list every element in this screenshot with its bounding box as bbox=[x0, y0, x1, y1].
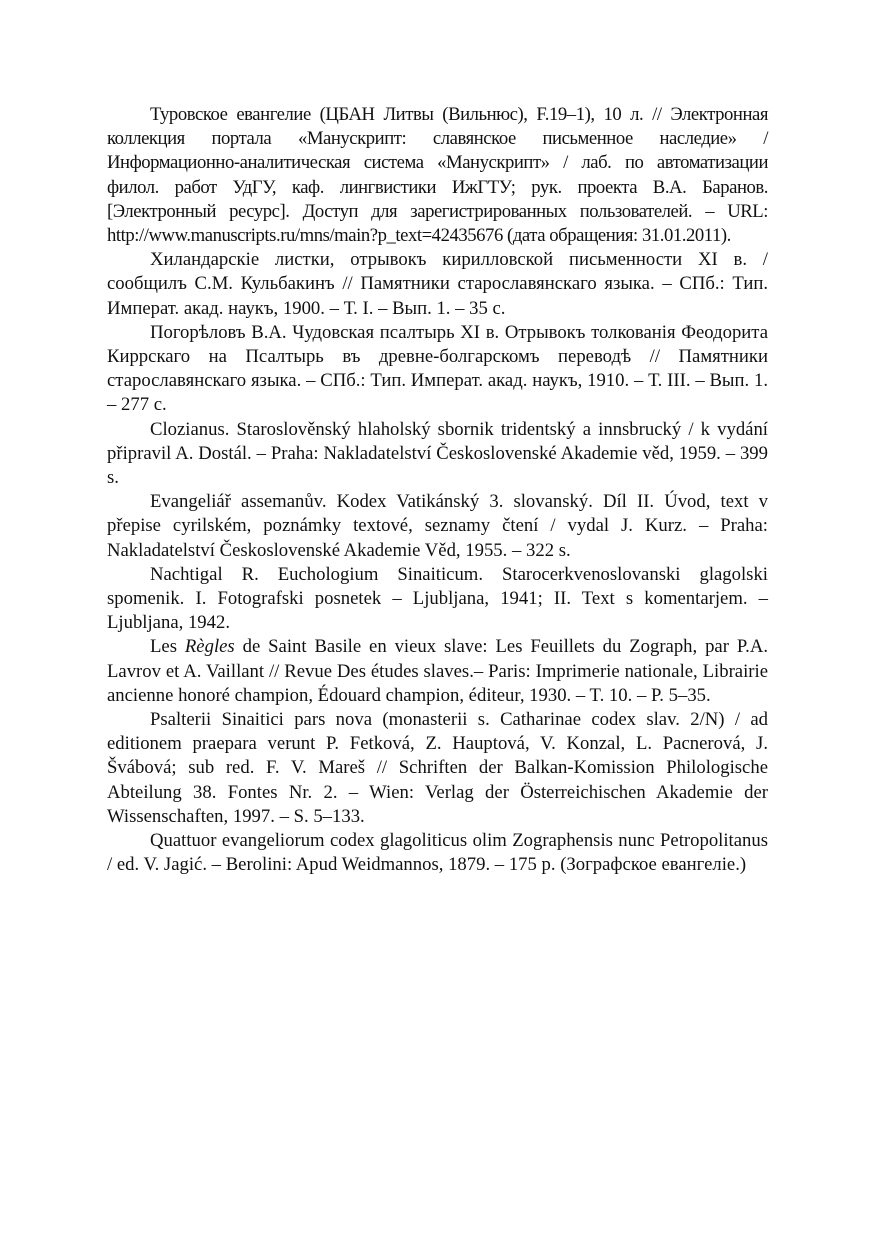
document-page bbox=[107, 103, 768, 878]
entry-rest: de Saint Basile en vieux slave: Les Feuillets du Zograph, par P.A. Lavrov et A. Vaillant // Revue Des études slaves.– Paris: Imprimerie nationale, Librairie ancienne honoré champion, Édouard champion, éditeur, 1930. – T. 10. – P. 5–35. bbox=[107, 636, 769, 706]
bibliography-entry: Хиландарскіе листки, отрывокъ кирилловской письменности XI в. / сообщилъ С.М. Кульбакинъ // Памятники старославянскаго языка. – СПб.: Тип. Императ. акад. наукъ, 1900. – Т. I. – Вып. 1. – 35 с. bbox=[107, 249, 768, 319]
bibliography-entry bbox=[107, 635, 768, 708]
bibliography-entry: Туровское евангелие (ЦБАН Литвы (Вильнюс), F.19–1), 10 л. // Электронная коллекция портала «Манускрипт: славянское письменное наследие» / Информационно-аналитическая система «Манускрипт» / лаб. по автоматизации филол. работ УдГУ, каф. лингвистики ИжГТУ; рук. проекта В.А. Баранов. [Электронный ресурс]. Доступ для зарегистрированных пользователей. – URL: http://www.manuscripts.ru/mns/main?p_text=42435676 (дата обращения: 31.01.2011). bbox=[107, 104, 768, 247]
bibliography-entry: Evangeliář assemanův. Kodex Vatikánský 3. slovanský. Díl II. Úvod, text v přepise cyrilském, poznámky textové, seznamy čtení / vydal J. Kurz. – Praha: Nakladatelství Československé Akademie Věd, 1955. – 322 s. bbox=[107, 491, 768, 561]
bibliography-entry: Clozianus. Staroslověnský hlaholský sbornik tridentský a innsbrucký / k vydání připravil A. Dostál. – Praha: Nakladatelství Československé Akademie věd, 1959. – 399 s. bbox=[107, 418, 768, 489]
bibliography-entry: Psalterii Sinaitici pars nova (monasterii s. Catharinae codex slav. 2/N) / ad editionem praepara verunt P. Fetková, Z. Hauptová, V. Konzal, L. Pacnerová, J. Švábová; sub red. F. V. Mareš // Schriften der Balkan-Komission Philologische Abteilung 38. Fontes Nr. 2. – Wien: Verlag der Österreichischen Akademie der Wissenschaften, 1997. – S. 5–133. bbox=[107, 709, 768, 827]
bibliography-entry: Nachtigal R. Euchologium Sinaiticum. Starocerkvenoslovanski glagolski spomenik. I. Fotografski posnetek – Ljubljana, 1941; II. Text s komentarjem. – Ljubljana, 1942. bbox=[107, 563, 768, 634]
bibliography-entry: Quattuor evangeliorum codex glagoliticus olim Zographensis nunc Petropolitanus / ed. V. Jagić. – Berolini: Apud Weidmannos, 1879. – 175 p. (Зографское евангеліе.) bbox=[107, 830, 768, 876]
bibliography-entry: Погорѣловъ В.А. Чудовская псалтырь XI в. Отрывокъ толкованія Феодорита Киррскаго на Псалтырь въ древне-болгарскомъ переводѣ // Памятники старославянскаго языка. – СПб.: Тип. Императ. акад. наукъ, 1910. – Т. III. – Вып. 1. – 277 с. bbox=[107, 321, 768, 416]
entry-prefix: Les bbox=[150, 636, 185, 658]
entry-italic-title: Règles bbox=[184, 636, 235, 658]
